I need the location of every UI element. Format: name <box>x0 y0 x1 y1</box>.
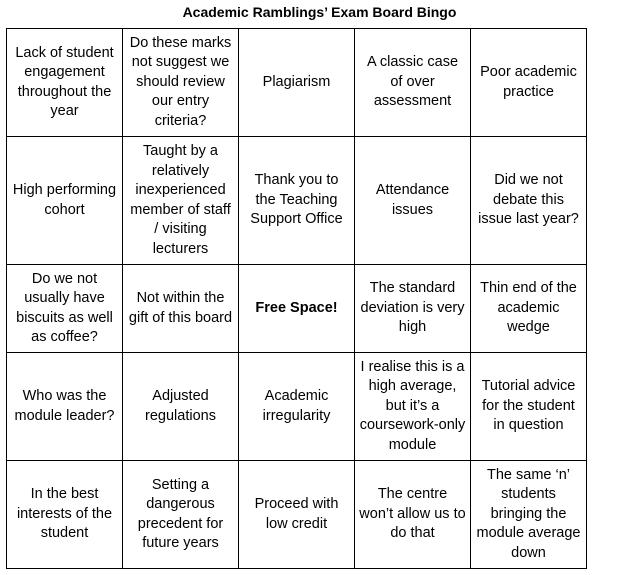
bingo-cell: Thank you to the Teaching Support Office <box>239 137 355 265</box>
bingo-cell: Adjusted regulations <box>123 353 239 461</box>
bingo-cell: The standard deviation is very high <box>355 265 471 353</box>
bingo-cell: Thin end of the academic wedge <box>471 265 587 353</box>
bingo-row <box>7 353 587 461</box>
bingo-cell: Plagiarism <box>239 29 355 137</box>
bingo-cell: A classic case of over assessment <box>355 29 471 137</box>
bingo-cell: Lack of student engagement throughout the year <box>7 29 123 137</box>
bingo-row <box>7 461 587 569</box>
bingo-cell: Setting a dangerous precedent for future years <box>123 461 239 569</box>
bingo-cell: High performing cohort <box>7 137 123 265</box>
bingo-cell: Attendance issues <box>355 137 471 265</box>
bingo-cell: Academic irregularity <box>239 353 355 461</box>
bingo-cell: Poor academic practice <box>471 29 587 137</box>
bingo-row <box>7 29 587 137</box>
bingo-cell: Did we not debate this issue last year? <box>471 137 587 265</box>
free-space-cell: Free Space! <box>239 265 355 353</box>
bingo-cell: Taught by a relatively inexperienced member of staff / visiting lecturers <box>123 137 239 265</box>
bingo-cell: Do these marks not suggest we should review our entry criteria? <box>123 29 239 137</box>
bingo-cell: I realise this is a high average, but it’s a coursework-only module <box>355 353 471 461</box>
bingo-cell: The centre won’t allow us to do that <box>355 461 471 569</box>
bingo-cell: The same ‘n’ students bringing the module average down <box>471 461 587 569</box>
bingo-cell: Do we not usually have biscuits as well as coffee? <box>7 265 123 353</box>
bingo-cell: Who was the module leader? <box>7 353 123 461</box>
bingo-cell: Not within the gift of this board <box>123 265 239 353</box>
bingo-row <box>7 265 587 353</box>
page-title: Academic Ramblings’ Exam Board Bingo <box>182 4 457 20</box>
bingo-grid <box>6 28 587 569</box>
bingo-cell: Tutorial advice for the student in question <box>471 353 587 461</box>
bingo-cell: Proceed with low credit <box>239 461 355 569</box>
bingo-cell: In the best interests of the student <box>7 461 123 569</box>
bingo-row <box>7 137 587 265</box>
